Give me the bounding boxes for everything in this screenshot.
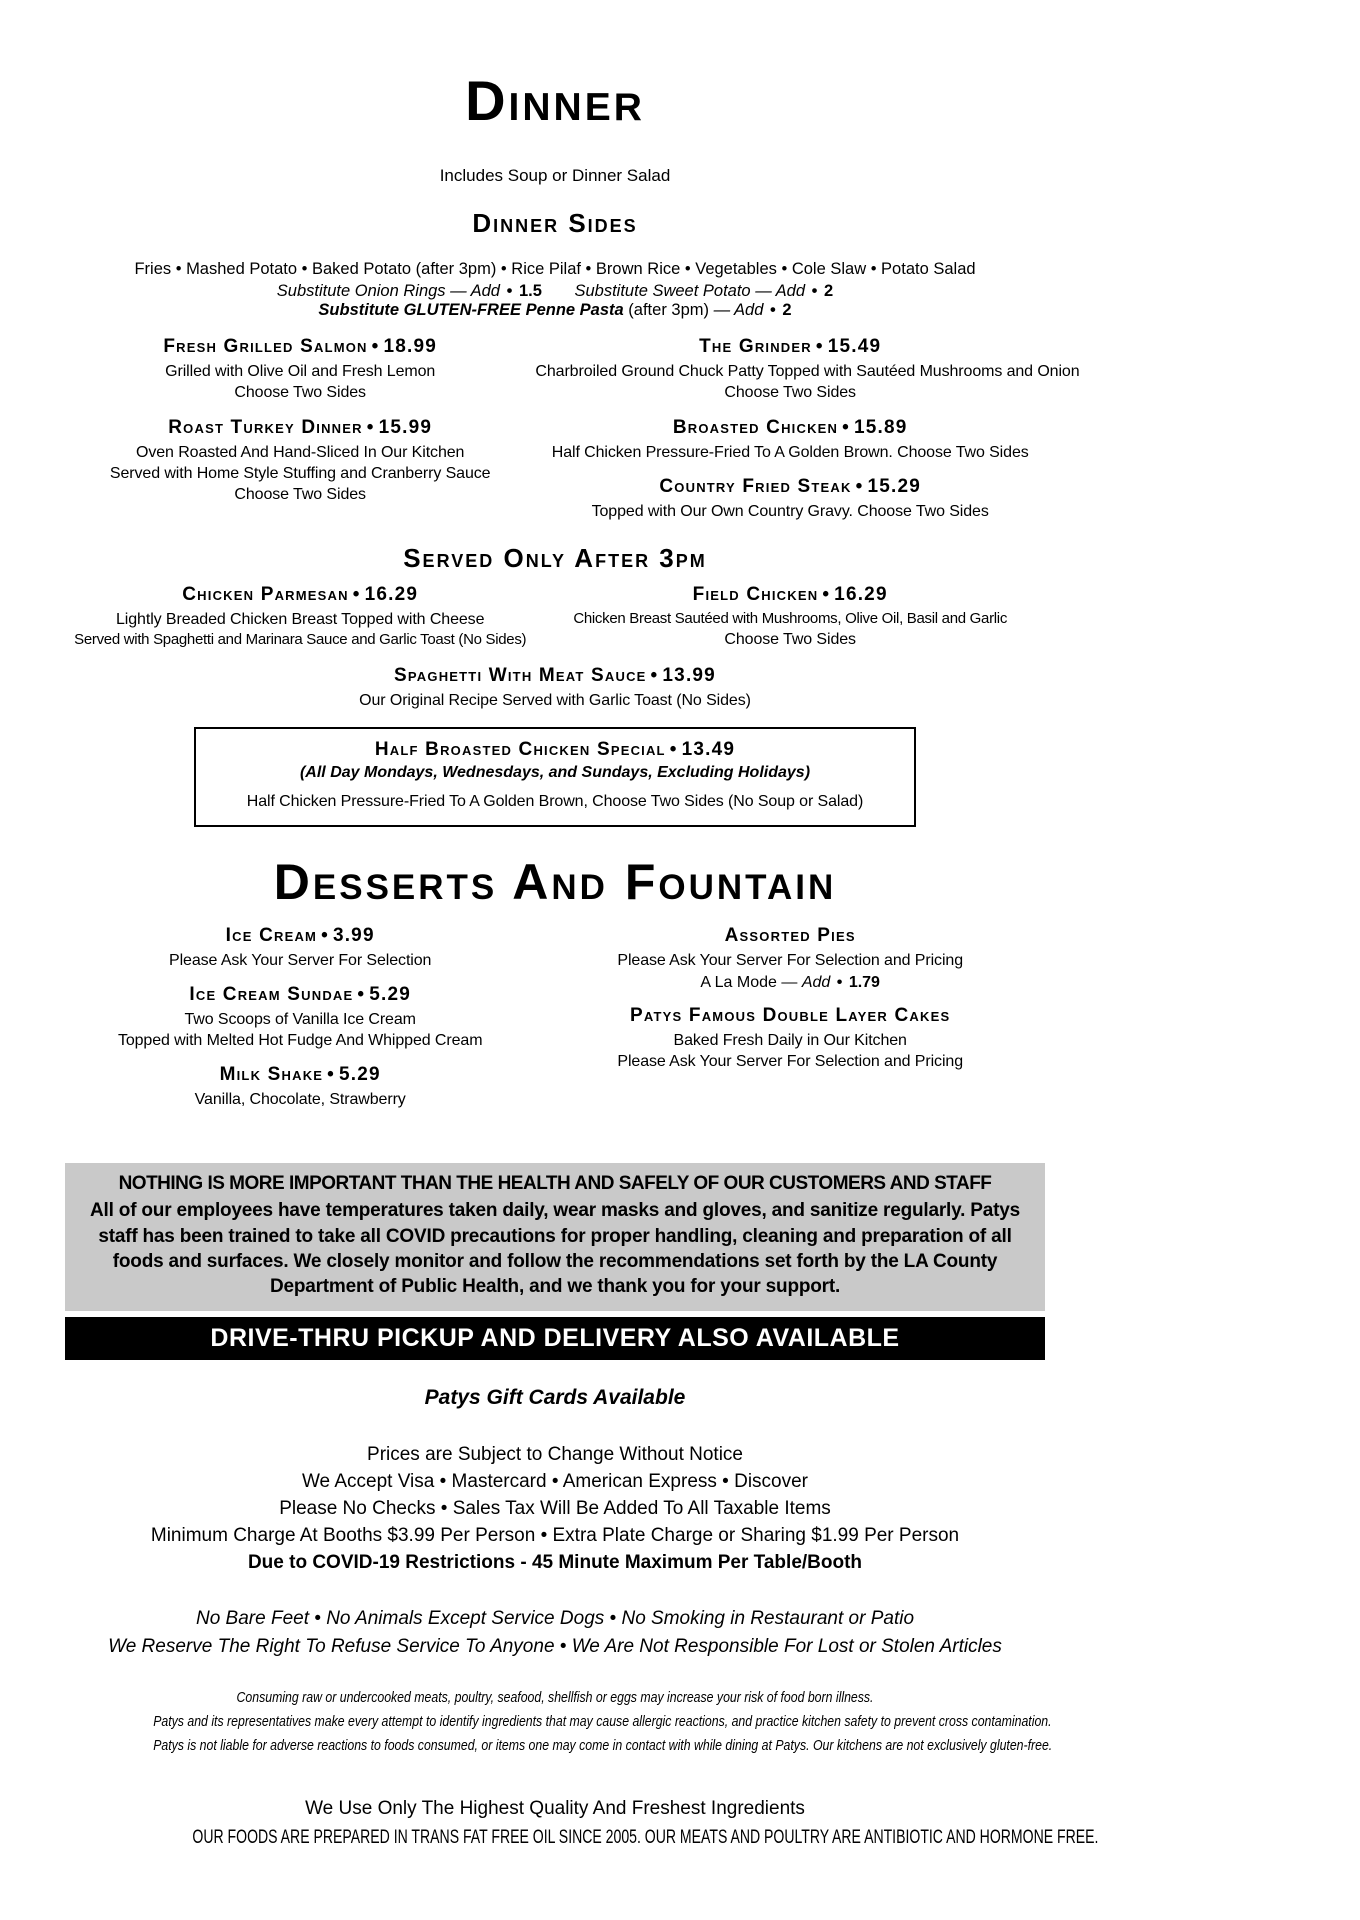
special-title bbox=[206, 739, 904, 761]
a-la-mode-label: A La Mode bbox=[700, 973, 777, 991]
item-price: 5.29 bbox=[339, 1064, 381, 1086]
menu-item bbox=[65, 417, 535, 505]
substitute-option bbox=[277, 282, 547, 300]
menu-item bbox=[65, 984, 535, 1051]
item-desc: Please Ask Your Server For Selection bbox=[169, 951, 432, 969]
price-separator: • bbox=[815, 336, 824, 358]
desserts-left-column bbox=[65, 925, 535, 1123]
menu-item bbox=[65, 584, 535, 650]
covid-notice bbox=[65, 1163, 1045, 1311]
item-name: Roast Turkey Dinner bbox=[168, 416, 363, 438]
page-title: Dinner bbox=[465, 68, 645, 132]
item-price: 3.99 bbox=[332, 924, 375, 946]
disclaimer-line: Consuming raw or undercooked meats, poultry, seafood, shellfish or eggs may increase your risk of food born illness. bbox=[236, 1689, 874, 1707]
item-title bbox=[535, 476, 1045, 498]
item-name: Country Fried Steak bbox=[659, 475, 852, 497]
item-title bbox=[535, 417, 1045, 439]
dinner-right-column bbox=[535, 336, 1080, 534]
substitute-label: Substitute Sweet Potato bbox=[574, 282, 751, 301]
gift-cards-line: Patys Gift Cards Available bbox=[424, 1386, 686, 1410]
item-desc: Our Original Recipe Served with Garlic Toast (No Sides) bbox=[359, 691, 751, 709]
item-desc: Grilled with Olive Oil and Fresh Lemon bbox=[165, 363, 436, 381]
item-title bbox=[535, 1005, 1045, 1027]
price-separator: • bbox=[669, 738, 678, 760]
item-price: 15.29 bbox=[867, 475, 921, 497]
substitute-add: — Add bbox=[755, 282, 806, 301]
item-price: 15.49 bbox=[827, 336, 882, 358]
menu-item bbox=[535, 476, 1045, 522]
item-price: 13.99 bbox=[662, 664, 716, 686]
policies-section bbox=[65, 1442, 1045, 1577]
substitute-option bbox=[318, 301, 791, 319]
substitute-label-suffix: (after 3pm) bbox=[628, 301, 709, 320]
item-price: 15.99 bbox=[378, 416, 433, 438]
covid-limit-line: Due to COVID-19 Restrictions - 45 Minute Maximum Per Table/Booth bbox=[247, 1552, 863, 1574]
item-name: Milk Shake bbox=[219, 1064, 324, 1086]
dinner-sides-list: Fries • Mashed Potato • Baked Potato (after 3pm) • Rice Pilaf • Brown Rice • Vegetables • Cole Slaw • Potato Salad bbox=[134, 260, 976, 279]
price-separator: • bbox=[352, 583, 361, 605]
item-title bbox=[65, 925, 535, 947]
item-title bbox=[65, 336, 535, 358]
item-desc: Vanilla, Chocolate, Strawberry bbox=[194, 1091, 406, 1109]
covid-body: All of our employees have temperatures taken daily, wear masks and gloves, and sanitize regularly. Patys staff has been trained to take all COVID precautions for proper handling, cleaning and preparation of all foods and surfaces. We closely monitor and follow the recommendations set forth by the LA County Department of Public Health, and we thank you for your support. bbox=[90, 1200, 1020, 1298]
price-separator: • bbox=[811, 282, 818, 301]
substitute-label: Substitute GLUTEN-FREE Penne Pasta bbox=[318, 301, 624, 320]
item-name: Ice Cream Sundae bbox=[189, 983, 354, 1005]
substitute-price: 1.5 bbox=[518, 282, 542, 301]
item-desc: Chicken Breast Sautéed with Mushrooms, Olive Oil, Basil and Garlic bbox=[573, 609, 1008, 627]
menu-item bbox=[65, 925, 535, 971]
substitute-option bbox=[574, 282, 833, 300]
substitute-label: Substitute Onion Rings bbox=[276, 282, 446, 301]
price-separator: • bbox=[855, 475, 864, 497]
item-name: Chicken Parmesan bbox=[182, 583, 349, 605]
item-desc: Served with Home Style Stuffing and Cranberry Sauce bbox=[109, 464, 491, 482]
footer-section bbox=[65, 1798, 1099, 1849]
price-separator: • bbox=[836, 973, 843, 991]
item-desc: Topped with Our Own Country Gravy. Choose Two Sides bbox=[591, 502, 989, 520]
item-name: Spaghetti With Meat Sauce bbox=[394, 664, 647, 686]
item-name: Broasted Chicken bbox=[672, 416, 839, 438]
menu-item bbox=[535, 584, 1045, 650]
substitute-add: — Add bbox=[713, 301, 764, 320]
menu-subtitle: Includes Soup or Dinner Salad bbox=[439, 166, 671, 186]
dinner-sides-heading: Dinner Sides bbox=[472, 207, 638, 238]
a-la-mode-dash: — bbox=[781, 973, 798, 991]
item-name: Ice Cream bbox=[225, 924, 318, 946]
dinner-left-column bbox=[65, 336, 535, 534]
a-la-mode-add: Add bbox=[801, 973, 831, 991]
substitute-price: 2 bbox=[782, 301, 792, 320]
item-name: Half Broasted Chicken Special bbox=[374, 738, 666, 760]
item-desc: Charbroiled Ground Chuck Patty Topped with Sautéed Mushrooms and Onion bbox=[535, 363, 1080, 381]
policy-line: We Accept Visa • Mastercard • American Express • Discover bbox=[301, 1471, 809, 1493]
item-desc: Oven Roasted And Hand-Sliced In Our Kitchen bbox=[136, 443, 465, 461]
special-offer-box bbox=[194, 727, 916, 827]
a-la-mode-price: 1.79 bbox=[848, 973, 880, 991]
special-desc: Half Chicken Pressure-Fried To A Golden Brown, Choose Two Sides (No Soup or Salad) bbox=[246, 792, 864, 810]
menu-item bbox=[65, 336, 535, 403]
item-title bbox=[65, 1064, 535, 1086]
item-price: 16.29 bbox=[364, 583, 419, 605]
item-price: 15.89 bbox=[854, 416, 908, 438]
item-name: Assorted Pies bbox=[724, 924, 856, 946]
desserts-items bbox=[65, 925, 1045, 1123]
item-price: 13.49 bbox=[681, 738, 736, 760]
desserts-right-column bbox=[535, 925, 1045, 1123]
dinner-items bbox=[65, 336, 1080, 534]
item-price: 5.29 bbox=[369, 983, 412, 1005]
after-3pm-heading: Served Only After 3pm bbox=[403, 542, 707, 573]
drive-thru-banner: DRIVE-THRU PICKUP AND DELIVERY ALSO AVAILABLE bbox=[65, 1317, 1045, 1360]
item-price: 16.29 bbox=[834, 583, 888, 605]
item-title bbox=[65, 584, 535, 606]
substitute-add: — Add bbox=[450, 282, 500, 301]
substitutes-line bbox=[65, 282, 1045, 320]
item-title bbox=[535, 584, 1045, 606]
menu-item bbox=[535, 1005, 1045, 1072]
disclaimer-line: Patys and its representatives make every attempt to identify ingredients that may cause allergic reactions, and practice kitchen safety to prevent cross contamination. bbox=[153, 1713, 1052, 1731]
policy-line: Please No Checks • Sales Tax Will Be Added To All Taxable Items bbox=[279, 1498, 831, 1520]
item-desc: Choose Two Sides bbox=[234, 485, 366, 503]
item-desc: Served with Spaghetti and Marinara Sauce and Garlic Toast (No Sides) bbox=[74, 630, 527, 648]
item-desc: Baked Fresh Daily in Our Kitchen bbox=[673, 1031, 907, 1049]
price-separator: • bbox=[327, 1064, 336, 1086]
desserts-heading: Desserts And Fountain bbox=[273, 853, 837, 910]
price-separator: • bbox=[366, 416, 375, 438]
after-3pm-right-column bbox=[535, 584, 1045, 663]
item-name: The Grinder bbox=[699, 336, 812, 358]
item-desc: Half Chicken Pressure-Fried To A Golden Brown. Choose Two Sides bbox=[551, 443, 1029, 461]
item-title bbox=[65, 665, 1045, 687]
policy-line: Prices are Subject to Change Without Notice bbox=[367, 1444, 743, 1466]
item-desc: Lightly Breaded Chicken Breast Topped with Cheese bbox=[116, 610, 485, 628]
item-desc: Choose Two Sides bbox=[724, 630, 856, 648]
item-name: Field Chicken bbox=[692, 583, 819, 605]
menu-item bbox=[535, 417, 1045, 463]
item-desc: Topped with Melted Hot Fudge And Whipped Cream bbox=[117, 1032, 483, 1050]
item-name: Fresh Grilled Salmon bbox=[163, 336, 368, 358]
special-note: (All Day Mondays, Wednesdays, and Sundays, Excluding Holidays) bbox=[299, 763, 811, 781]
price-separator: • bbox=[650, 664, 659, 686]
item-name: Patys Famous Double Layer Cakes bbox=[630, 1004, 951, 1026]
price-separator: • bbox=[371, 336, 380, 358]
item-title bbox=[535, 336, 1045, 358]
after-3pm-items bbox=[65, 584, 1045, 663]
price-separator: • bbox=[770, 301, 776, 320]
menu-item bbox=[535, 925, 1045, 992]
after-3pm-left-column bbox=[65, 584, 535, 663]
price-separator: • bbox=[357, 983, 366, 1005]
item-title bbox=[65, 984, 535, 1006]
price-separator: • bbox=[506, 282, 513, 301]
house-rule-line: No Bare Feet • No Animals Except Service Dogs • No Smoking in Restaurant or Patio bbox=[195, 1608, 915, 1630]
policy-line: Minimum Charge At Booths $3.99 Per Person • Extra Plate Charge or Sharing $1.99 Per Person bbox=[150, 1525, 960, 1547]
price-separator: • bbox=[321, 924, 329, 946]
menu-item bbox=[535, 336, 1080, 403]
item-desc: Choose Two Sides bbox=[234, 384, 366, 402]
price-separator: • bbox=[822, 583, 831, 605]
item-price: 18.99 bbox=[383, 336, 438, 358]
menu-item bbox=[65, 1064, 535, 1110]
footer-quality-line: We Use Only The Highest Quality And Freshest Ingredients bbox=[305, 1798, 805, 1820]
house-rule-line: We Reserve The Right To Refuse Service To Anyone • We Are Not Responsible For Lost or Stolen Articles bbox=[108, 1635, 1002, 1657]
item-desc: Two Scoops of Vanilla Ice Cream bbox=[184, 1010, 416, 1028]
item-title bbox=[65, 417, 535, 439]
covid-headline: NOTHING IS MORE IMPORTANT THAN THE HEALTH AND SAFELY OF OUR CUSTOMERS AND STAFF bbox=[118, 1173, 992, 1195]
a-la-mode-line bbox=[535, 974, 1045, 992]
disclaimer-line: Patys is not liable for adverse reactions to foods consumed, or items one may come in contact with while dining at Patys. Our kitchens are not exclusively gluten-free. bbox=[153, 1737, 1053, 1755]
disclaimers-section bbox=[65, 1686, 1053, 1758]
price-separator: • bbox=[842, 416, 850, 438]
house-rules-section bbox=[65, 1605, 1045, 1660]
item-desc: Choose Two Sides bbox=[724, 384, 856, 402]
substitute-price: 2 bbox=[824, 282, 834, 301]
item-title bbox=[535, 925, 1045, 947]
footer-prepared-line: OUR FOODS ARE PREPARED IN TRANS FAT FREE OIL SINCE 2005. OUR MEATS AND POULTRY ARE ANTIBIOTIC AND HORMONE FREE. bbox=[192, 1827, 1099, 1849]
item-desc: Please Ask Your Server For Selection and Pricing bbox=[617, 1053, 963, 1071]
menu-item bbox=[65, 665, 1045, 711]
item-desc: Please Ask Your Server For Selection and Pricing bbox=[617, 951, 963, 969]
